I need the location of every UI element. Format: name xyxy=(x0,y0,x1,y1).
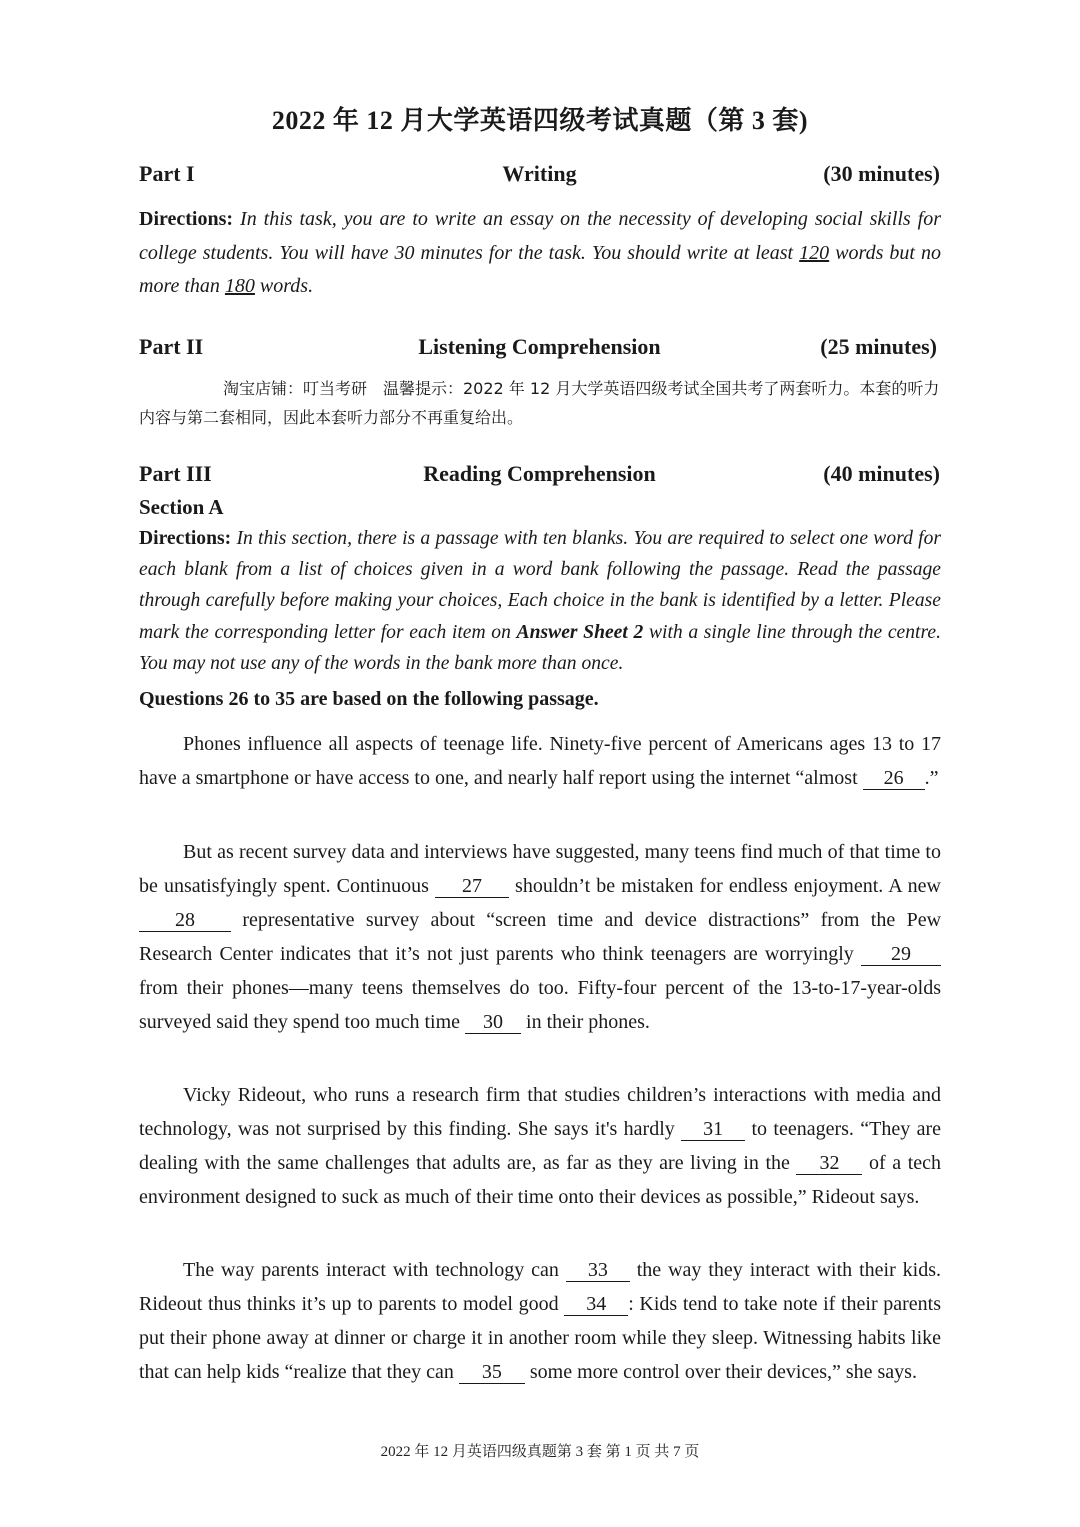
blank-26: 26 xyxy=(863,767,925,790)
directions-text: In this task, you are to write an essay on the necessity of developing social skills for college students. You will have 30 minutes for the task. You should write at least xyxy=(139,208,942,264)
blank-32: 32 xyxy=(796,1152,862,1175)
part3-directions xyxy=(139,523,941,679)
passage-text: from their phones—many teens themselves do too. Fifty-four percent of the 13-to-17-year-olds surveyed said they spend too much time xyxy=(139,977,941,1033)
blank-33: 33 xyxy=(566,1259,630,1282)
passage-paragraph-1 xyxy=(139,727,941,795)
passage-paragraph-3 xyxy=(139,1078,941,1214)
answer-sheet-label: Answer Sheet 2 xyxy=(516,621,644,643)
passage-text: representative survey about “screen time and device distractions” from the Pew Research Center indicates that it’s not just parents who think teenagers are worryingly xyxy=(139,909,942,965)
passage-text: But as recent survey data and interviews have suggested, many teens find much of that time to be unsatisfyingly spent. Continuous xyxy=(139,841,941,897)
blank-28: 28 xyxy=(139,909,231,932)
part3-label: Part III xyxy=(139,461,212,486)
passage-text: the way they interact with their kids. Rideout thus thinks it’s up to parents to model good xyxy=(139,1259,942,1315)
page-title: 2022 年 12 月大学英语四级考试真题（第 3 套) xyxy=(271,106,809,135)
part3-time: (40 minutes) xyxy=(823,461,940,486)
passage-text: in their phones. xyxy=(526,1011,650,1033)
blank-30: 30 xyxy=(465,1011,521,1034)
part2-name: Listening Comprehension xyxy=(418,334,661,359)
directions-text: In this section, there is a passage with ten blanks. You are required to select one word for each blank from a list of choices given in a word bank following the passage. Read the passage through carefully before making your choices, Each choice in the bank is identified by a letter. Please mark the corresponding letter for each item on xyxy=(139,528,941,643)
passage-text: The way parents interact with technology can xyxy=(183,1259,559,1281)
min-words: 120 xyxy=(799,241,830,264)
page-footer: 2022 年 12 月英语四级真题第 3 套 第 1 页 共 7 页 xyxy=(380,1444,700,1460)
part1-label: Part I xyxy=(139,161,195,186)
passage-text: .” xyxy=(924,767,939,789)
part2-label: Part II xyxy=(139,334,204,359)
part1-header xyxy=(139,161,940,191)
passage-paragraph-4 xyxy=(139,1253,941,1389)
directions-label: Directions: xyxy=(139,208,234,230)
listening-notice: 淘宝店铺：叮当考研 温馨提示：2022 年 12 月大学英语四级考试全国共考了两套听力。本套的听力内容与第二套相同，因此本套听力部分不再重复给出。 xyxy=(139,379,940,427)
directions-text: words but no more than xyxy=(139,241,942,297)
passage-text: : Kids tend to take note if their parents put their phone away at dinner or charge it in another room while they sleep. Witnessing habits like that can help kids “realize that they can xyxy=(139,1293,941,1383)
passage-text: some more control over their devices,” she says. xyxy=(529,1361,917,1383)
part2-time: (25 minutes) xyxy=(820,334,937,359)
part1-name: Writing xyxy=(502,161,577,186)
passage-text: Vicky Rideout, who runs a research firm that studies children’s interactions with media and technology, was not surprised by this finding. She says it's hardly xyxy=(139,1084,941,1140)
part3-name: Reading Comprehension xyxy=(423,461,656,486)
part3-header xyxy=(139,461,940,491)
directions-text: words. xyxy=(259,275,314,297)
passage-text: to teenagers. “They are dealing with the same challenges that adults are, as far as they are living in the xyxy=(139,1118,942,1174)
max-words: 180 xyxy=(224,275,255,297)
part2-header xyxy=(139,334,940,364)
blank-27: 27 xyxy=(435,875,509,898)
questions-heading: Questions 26 to 35 are based on the following passage. xyxy=(139,688,599,710)
blank-34: 34 xyxy=(564,1293,628,1316)
part1-directions xyxy=(139,203,941,304)
part1-time: (30 minutes) xyxy=(823,161,940,186)
blank-29: 29 xyxy=(861,943,941,966)
directions-text: with a single line through the centre. You may not use any of the words in the bank more than once. xyxy=(139,621,941,674)
passage-text: Phones influence all aspects of teenage life. Ninety-five percent of Americans ages 13 to 17 have a smartphone or have access to one, and nearly half report using the internet “almost xyxy=(139,733,941,789)
passage-paragraph-2 xyxy=(139,835,941,1039)
directions-label: Directions: xyxy=(139,528,232,549)
blank-35: 35 xyxy=(459,1361,525,1384)
section-heading: Section A xyxy=(139,495,224,519)
passage-text: shouldn’t be mistaken for endless enjoyment. A new xyxy=(515,875,941,897)
blank-31: 31 xyxy=(681,1118,745,1141)
passage-text: of a tech environment designed to suck as much of their time onto their devices as possible,” Rideout says. xyxy=(139,1152,942,1208)
